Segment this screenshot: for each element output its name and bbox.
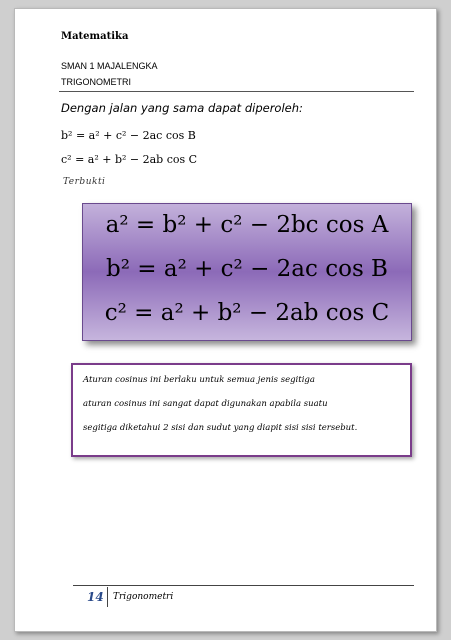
intro-text: Dengan jalan yang sama dapat diperoleh: bbox=[61, 101, 303, 115]
page-number: 14 bbox=[87, 590, 104, 604]
note-line-2: aturan cosinus ini sangat dapat digunakan apabila suatu bbox=[83, 399, 328, 409]
cosine-rule-note-box bbox=[71, 363, 412, 457]
note-line-1: Aturan cosinus ini berlaku untuk semua jenis segitiga bbox=[83, 375, 315, 385]
footer-label: Trigonometri bbox=[113, 592, 174, 602]
header-divider bbox=[59, 91, 414, 92]
formula-a-squared: a² = b² + c² − 2bc cos A bbox=[105, 212, 389, 238]
formula-b-squared: b² = a² + c² − 2ac cos B bbox=[106, 256, 388, 282]
equation-b-squared: b² = a² + c² − 2ac cos B bbox=[61, 129, 196, 142]
footer-divider bbox=[73, 585, 414, 586]
header-subject: Matematika bbox=[61, 31, 129, 42]
formula-c-squared: c² = a² + b² − 2ab cos C bbox=[104, 300, 390, 326]
footer-separator bbox=[107, 587, 108, 607]
header-school: SMAN 1 MAJALENGKA bbox=[61, 61, 158, 71]
header-topic: TRIGONOMETRI bbox=[61, 77, 131, 87]
equation-c-squared: c² = a² + b² − 2ab cos C bbox=[61, 153, 198, 166]
cosine-rule-formula-box bbox=[82, 203, 412, 341]
proven-label: Terbukti bbox=[63, 177, 106, 187]
document-page bbox=[14, 8, 437, 632]
note-line-3: segitiga diketahui 2 sisi dan sudut yang diapit sisi sisi tersebut. bbox=[83, 423, 358, 433]
